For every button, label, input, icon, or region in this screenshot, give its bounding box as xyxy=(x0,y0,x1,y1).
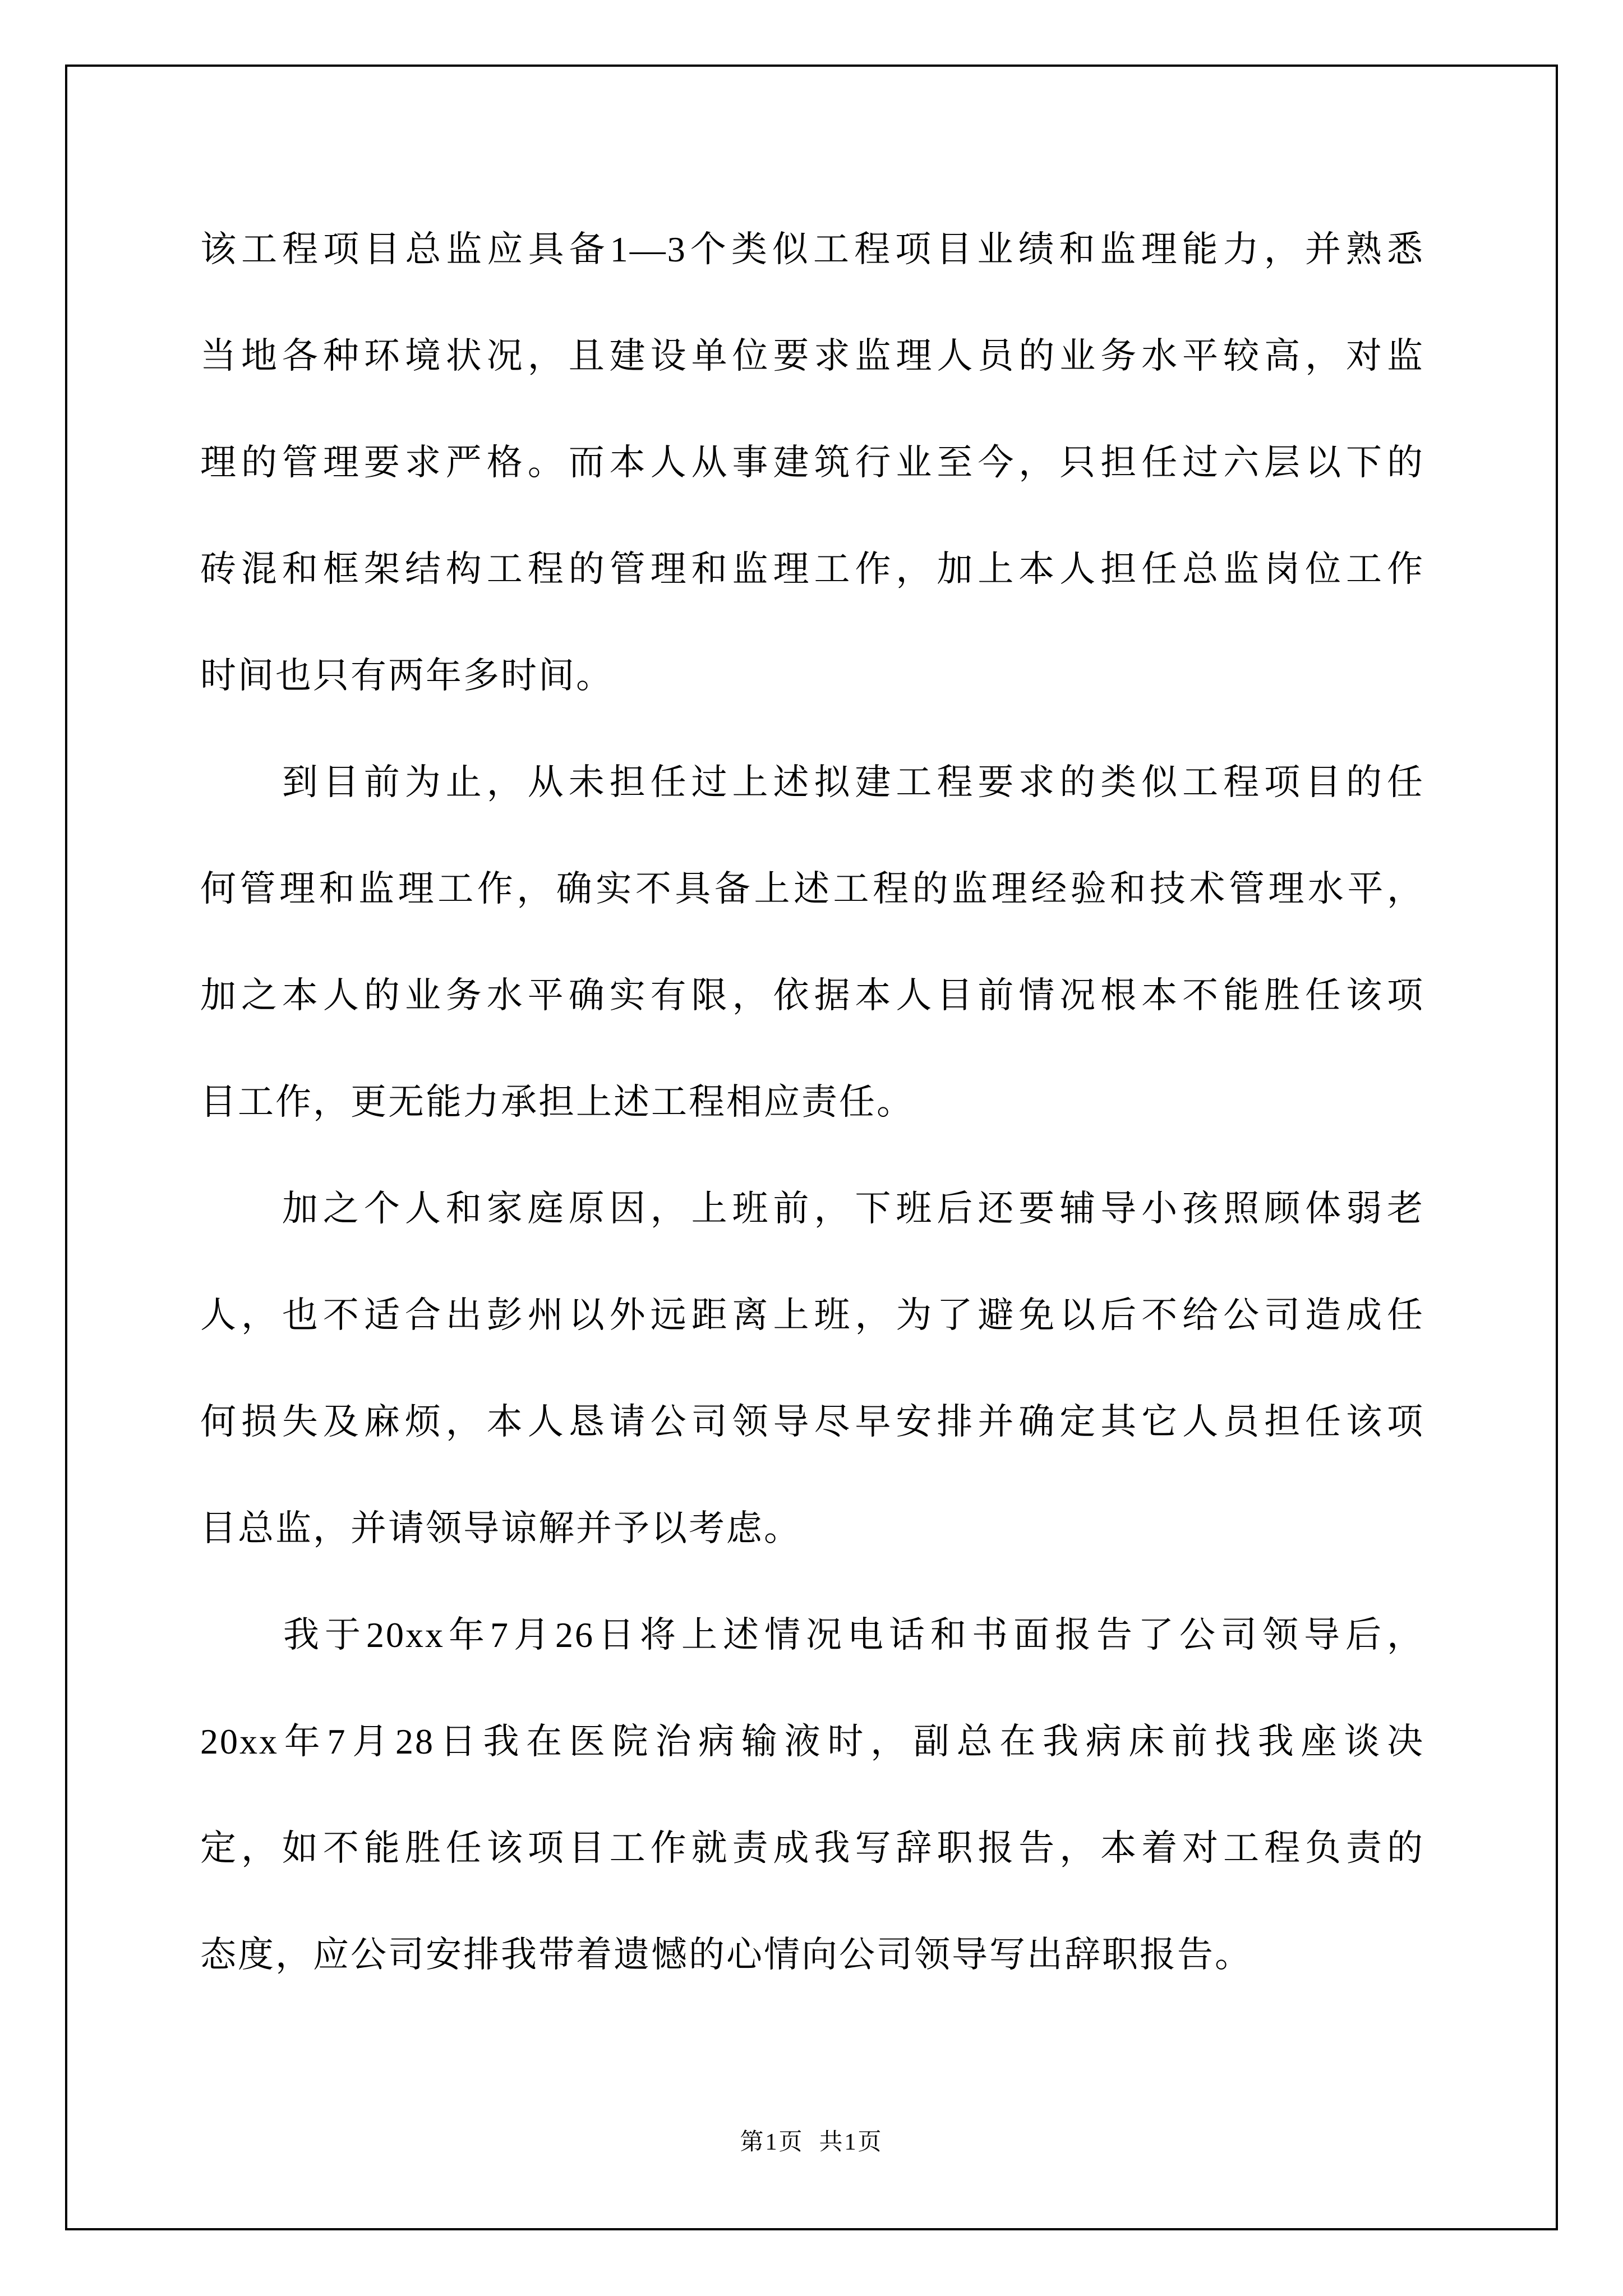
text-line: 20xx年7月28日我在医院治病输液时，副总在我病床前找我座谈决 xyxy=(200,1722,1424,1761)
text-line: 何损失及麻烦，本人恳请公司领导尽早安排并确定其它人员担任该项 xyxy=(200,1402,1424,1442)
text-line: 目总监，并请领导谅解并予以考虑。 xyxy=(200,1508,801,1548)
text-line: 目工作，更无能力承担上述工程相应责任。 xyxy=(200,1082,914,1122)
page-footer: 第1页 共1页 xyxy=(740,2129,883,2155)
text-line: 何管理和监理工作，确实不具备上述工程的监理经验和技术管理水平， xyxy=(200,869,1424,909)
text-line: 加之个人和家庭原因，上班前，下班后还要辅导小孩照顾体弱老 xyxy=(200,1189,1424,1228)
text-line: 人，也不适合出彭州以外远距离上班，为了避免以后不给公司造成任 xyxy=(200,1295,1424,1335)
text-line: 时间也只有两年多时间。 xyxy=(200,656,614,696)
text-line: 加之本人的业务水平确实有限，依据本人目前情况根本不能胜任该项 xyxy=(200,976,1424,1015)
text-line: 定，如不能胜任该项目工作就责成我写辞职报告，本着对工程负责的 xyxy=(200,1828,1424,1868)
text-line: 砖混和框架结构工程的管理和监理工作，加上本人担任总监岗位工作 xyxy=(200,549,1424,589)
document-body xyxy=(200,196,1424,2008)
text-line: 当地各种环境状况，且建设单位要求监理人员的业务水平较高，对监 xyxy=(200,336,1424,376)
text-line: 该工程项目总监应具备1—3个类似工程项目业绩和监理能力，并熟悉 xyxy=(200,229,1424,269)
text-line: 态度，应公司安排我带着遗憾的心情向公司领导写出辞职报告。 xyxy=(200,1935,1252,1975)
text-line: 我于20xx年7月26日将上述情况电话和书面报告了公司领导后， xyxy=(200,1615,1424,1655)
text-line: 理的管理要求严格。而本人从事建筑行业至今，只担任过六层以下的 xyxy=(200,443,1424,482)
text-line: 到目前为止，从未担任过上述拟建工程要求的类似工程项目的任 xyxy=(200,762,1424,802)
